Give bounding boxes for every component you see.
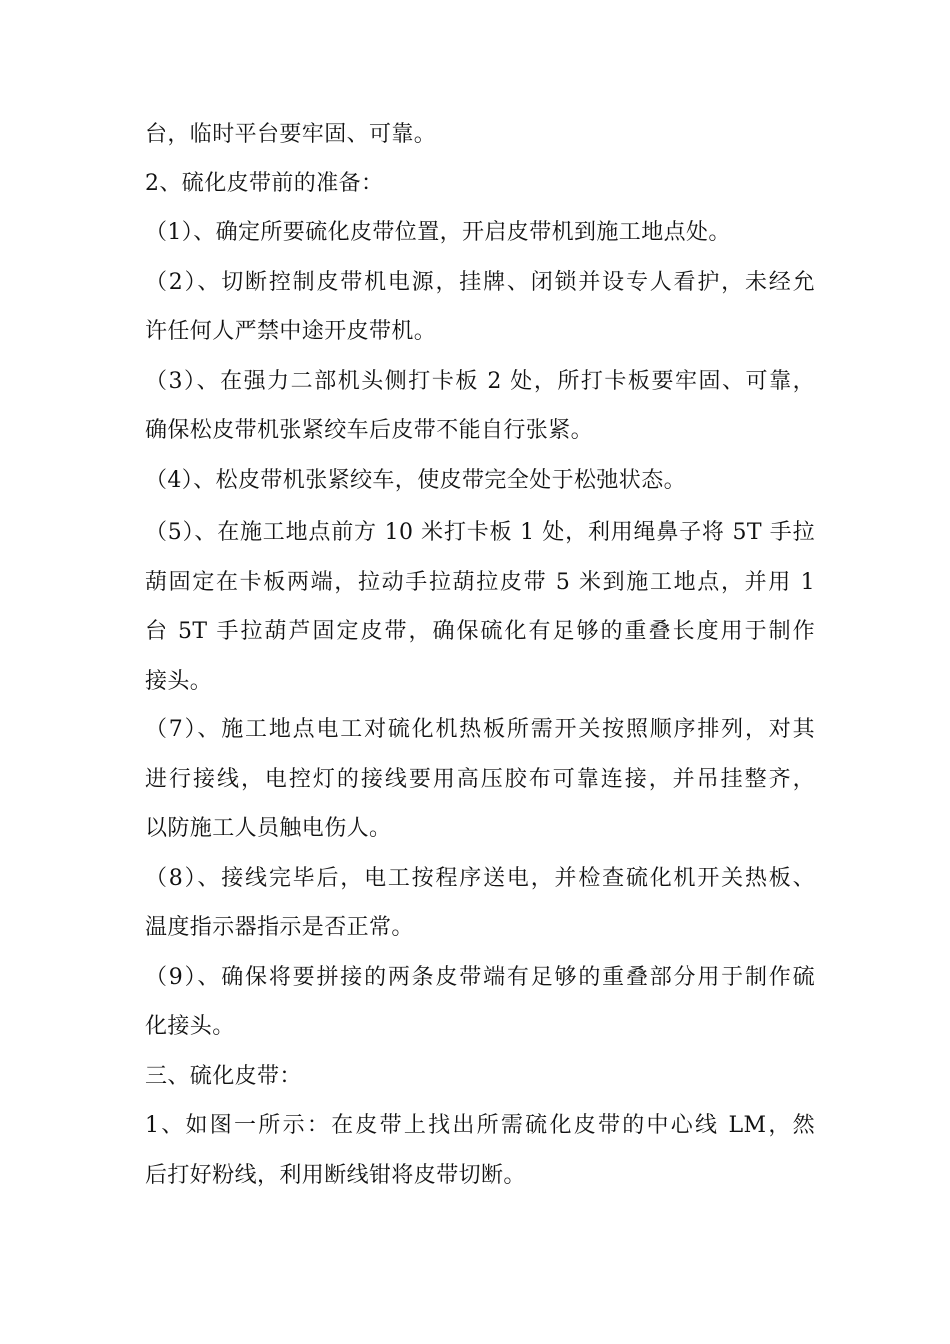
text-line: （8）、接线完毕后，电工按程序送电，并检查硫化机开关热板、 [145,866,815,891]
text-line: 台，临时平台要牢固、可靠。 [145,122,437,147]
text-line: 接头。 [145,669,213,694]
text-line: 化接头。 [145,1014,235,1039]
text-line: 葫固定在卡板两端，拉动手拉葫拉皮带 5 米到施工地点，并用 1 [145,570,815,595]
text-line: 后打好粉线，利用断线钳将皮带切断。 [145,1163,526,1188]
text-line: 以防施工人员触电伤人。 [145,816,392,841]
text-line: （5）、在施工地点前方 10 米打卡板 1 处，利用绳鼻子将 5T 手拉 [145,520,815,545]
section-heading: 2、硫化皮带前的准备： [145,171,384,196]
text-line: 许任何人严禁中途开皮带机。 [145,319,437,344]
text-line: （9）、确保将要拼接的两条皮带端有足够的重叠部分用于制作硫 [145,965,815,990]
text-line: （4）、松皮带机张紧绞车，使皮带完全处于松弛状态。 [145,468,686,493]
text-line: 温度指示器指示是否正常。 [145,915,414,940]
text-line: （2）、切断控制皮带机电源，挂牌、闭锁并设专人看护，未经允 [145,270,815,295]
text-line: 进行接线，电控灯的接线要用高压胶布可靠连接，并吊挂整齐， [145,767,815,792]
text-line: 1、如图一所示：在皮带上找出所需硫化皮带的中心线 LM，然 [145,1113,815,1138]
text-line: （3）、在强力二部机头侧打卡板 2 处，所打卡板要牢固、可靠， [145,369,815,394]
text-line: （1）、确定所要硫化皮带位置，开启皮带机到施工地点处。 [145,220,731,245]
text-line: 台 5T 手拉葫芦固定皮带，确保硫化有足够的重叠长度用于制作 [145,619,815,644]
text-line: （7）、施工地点电工对硫化机热板所需开关按照顺序排列，对其 [145,717,815,742]
text-line: 确保松皮带机张紧绞车后皮带不能自行张紧。 [145,418,594,443]
section-heading: 三、硫化皮带： [145,1064,302,1089]
